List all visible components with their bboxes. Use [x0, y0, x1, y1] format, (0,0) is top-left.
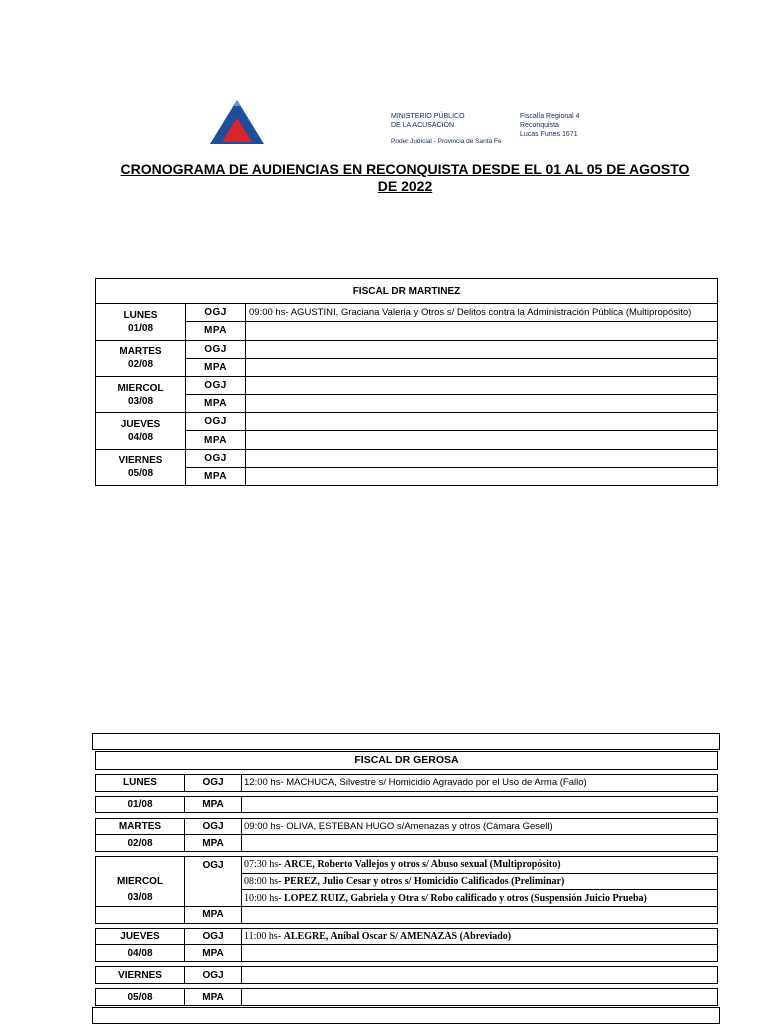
mpa-logo [210, 100, 264, 146]
ogj-label: OGJ [186, 304, 246, 322]
mpa-label: MPA [185, 945, 242, 962]
page-title: CRONOGRAMA DE AUDIENCIAS EN RECONQUISTA DESDE EL 01 AL 05 DE AGOSTO DE 2022 [120, 161, 690, 194]
ministerio-label: MINISTERIO PÚBLICO DE LA ACUSACIÓN [391, 113, 465, 129]
hearing-entry [246, 467, 718, 485]
day-cell: MARTES 02/08 [96, 340, 186, 376]
ogj-label: OGJ [186, 340, 246, 358]
day-name: MARTES [96, 818, 185, 835]
mpa-label: MPA [186, 322, 246, 340]
schedule-table-martinez [95, 278, 718, 486]
hearing-entry: 09:00 hs- OLIVA, ESTEBAN HUGO s/Amenazas y otros (Cámara Gesell) [242, 818, 718, 835]
day-cell: LUNES 01/08 [96, 304, 186, 340]
hearing-entry: 09:00 hs- AGUSTINI, Graciana Valeria y Otros s/ Delitos contra la Administración Pública (Multipropósito) [246, 304, 718, 322]
hearing-entry [246, 395, 718, 413]
mpa-label: MPA [185, 989, 242, 1006]
day-cell: JUEVES 04/08 [96, 413, 186, 449]
day-name: VIERNES [96, 967, 185, 984]
hearing-entry [242, 835, 718, 852]
hearing-entry: 11:00 hs- ALEGRE, Aníbal Oscar S/ AMENAZAS (Abreviado) [242, 928, 718, 945]
day-cell [96, 857, 185, 874]
hearing-entry [246, 322, 718, 340]
day-name: LUNES [96, 774, 185, 791]
mpa-label: MPA [186, 467, 246, 485]
day-date: 05/08 [96, 989, 185, 1006]
hearing-entry [246, 431, 718, 449]
hearing-entry [246, 376, 718, 394]
ogj-label: OGJ [186, 413, 246, 431]
hearing-entry [246, 340, 718, 358]
day-date: 01/08 [96, 796, 185, 813]
hearing-entry [242, 906, 718, 923]
hearing-entry [242, 945, 718, 962]
day-date: 02/08 [96, 835, 185, 852]
poder-judicial-label: Poder Judicial - Provincia de Santa Fe [391, 138, 502, 145]
day-cell: MIERCOL 03/08 [96, 376, 186, 412]
ogj-label: OGJ [185, 967, 242, 984]
hearing-entry [246, 413, 718, 431]
table-frame-bottom [92, 1007, 720, 1024]
mpa-label: MPA [185, 796, 242, 813]
hearing-entry: 08:00 hs- PEREZ, Julio Cesar y otros s/ Homicidio Calificados (Preliminar) [242, 873, 718, 890]
day-date: 04/08 [96, 945, 185, 962]
day-cell: VIERNES 05/08 [96, 449, 186, 485]
ogj-label: OGJ [185, 857, 242, 874]
fiscal-heading: FISCAL DR MARTINEZ [96, 279, 718, 304]
hearing-entry [242, 989, 718, 1006]
day-name: JUEVES [96, 928, 185, 945]
mpa-label: MPA [186, 431, 246, 449]
hearing-entry: 12:00 hs- MACHUCA, Silvestre s/ Homicidio Agravado por el Uso de Arma (Fallo) [242, 774, 718, 791]
hearing-entry [242, 796, 718, 813]
hearing-entry: 10:00 hs- LOPEZ RUIZ, Gabriela y Otra s/ Robo calificado y otros (Suspensión Juicio Prueba) [242, 890, 718, 907]
ogj-label: OGJ [186, 449, 246, 467]
hearing-entry: 07:30 hs- ARCE, Roberto Vallejos y otros s/ Abuso sexual (Multipropósito) [242, 857, 718, 874]
fiscalia-label: Fiscalía Regional 4 Reconquista Lucas Funes 1671 [520, 113, 580, 138]
mpa-label: MPA [186, 358, 246, 376]
hearing-entry [246, 358, 718, 376]
day-date: 03/08 [96, 890, 185, 907]
hearing-entry [242, 967, 718, 984]
day-name: MIERCOL [96, 873, 185, 890]
ogj-label: OGJ [185, 928, 242, 945]
ogj-label: OGJ [185, 818, 242, 835]
table-frame-top [92, 733, 720, 750]
fiscal-heading: FISCAL DR GEROSA [96, 752, 718, 770]
hearing-entry [246, 449, 718, 467]
mpa-label: MPA [185, 835, 242, 852]
mpa-label: MPA [185, 906, 242, 923]
ogj-label: OGJ [185, 774, 242, 791]
mpa-label: MPA [186, 395, 246, 413]
schedule-table-gerosa [95, 751, 718, 1006]
ogj-label: OGJ [186, 376, 246, 394]
